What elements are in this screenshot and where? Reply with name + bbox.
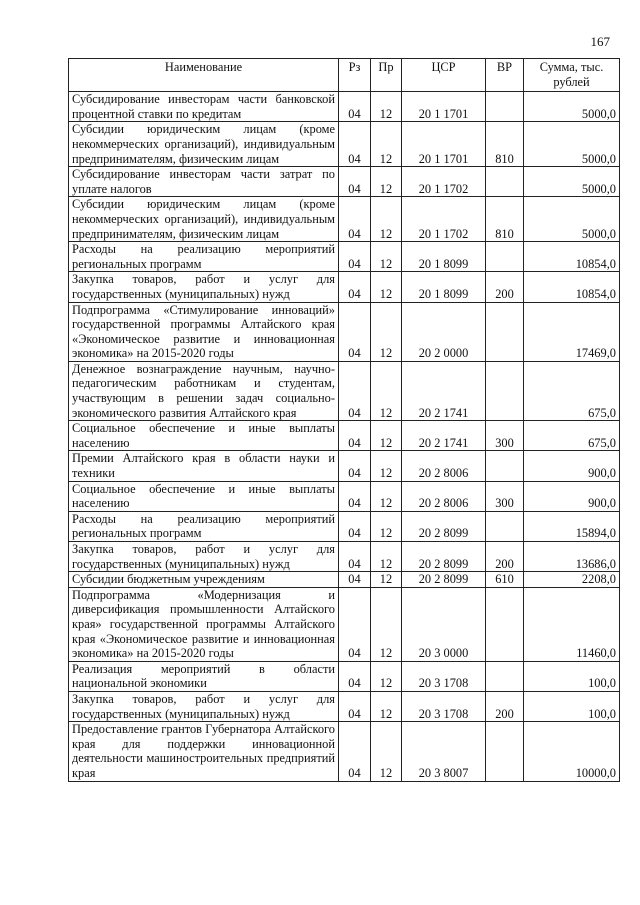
row-csr: 20 2 8099 — [402, 572, 486, 588]
table-row — [69, 481, 620, 511]
row-csr: 20 1 8099 — [402, 272, 486, 302]
row-rz: 04 — [339, 167, 371, 197]
row-sum: 100,0 — [524, 691, 620, 721]
row-sum: 900,0 — [524, 451, 620, 481]
row-vr: 810 — [486, 122, 524, 167]
row-rz: 04 — [339, 92, 371, 122]
row-csr: 20 3 8007 — [402, 722, 486, 781]
row-csr: 20 2 8099 — [402, 511, 486, 541]
row-vr — [486, 661, 524, 691]
row-sum: 11460,0 — [524, 587, 620, 661]
row-sum: 900,0 — [524, 481, 620, 511]
table-body — [69, 92, 620, 781]
row-name: Подпрограмма «Модернизация и диверсификация промышленности Алтайского края» государственной программы Алтайского края «Экономическое развитие и инновационная экономика» на 2015-2020 годы — [69, 587, 339, 661]
table-row — [69, 542, 620, 572]
row-csr: 20 1 1702 — [402, 197, 486, 242]
row-pr: 12 — [371, 242, 402, 272]
table-row — [69, 722, 620, 781]
row-name: Социальное обеспечение и иные выплаты населению — [69, 421, 339, 451]
table-row — [69, 661, 620, 691]
row-pr: 12 — [371, 92, 402, 122]
row-vr: 200 — [486, 272, 524, 302]
row-rz: 04 — [339, 587, 371, 661]
row-sum: 675,0 — [524, 421, 620, 451]
row-rz: 04 — [339, 272, 371, 302]
row-vr — [486, 451, 524, 481]
row-sum: 10854,0 — [524, 242, 620, 272]
row-vr: 200 — [486, 542, 524, 572]
row-csr: 20 3 1708 — [402, 661, 486, 691]
row-sum: 2208,0 — [524, 572, 620, 588]
row-sum: 13686,0 — [524, 542, 620, 572]
table-row — [69, 92, 620, 122]
row-csr: 20 2 1741 — [402, 361, 486, 420]
row-vr — [486, 587, 524, 661]
row-pr: 12 — [371, 587, 402, 661]
row-name: Реализация мероприятий в области национальной экономики — [69, 661, 339, 691]
row-rz: 04 — [339, 691, 371, 721]
row-name: Расходы на реализацию мероприятий региональных программ — [69, 511, 339, 541]
row-vr: 810 — [486, 197, 524, 242]
table-row — [69, 511, 620, 541]
row-pr: 12 — [371, 361, 402, 420]
row-sum: 10854,0 — [524, 272, 620, 302]
row-rz: 04 — [339, 122, 371, 167]
row-csr: 20 2 8006 — [402, 481, 486, 511]
table-row — [69, 242, 620, 272]
row-csr: 20 2 8099 — [402, 542, 486, 572]
table-row — [69, 272, 620, 302]
table-row — [69, 421, 620, 451]
header-vr: ВР — [486, 59, 524, 92]
row-csr: 20 1 8099 — [402, 242, 486, 272]
row-pr: 12 — [371, 122, 402, 167]
row-sum: 5000,0 — [524, 92, 620, 122]
row-pr: 12 — [371, 167, 402, 197]
row-vr — [486, 242, 524, 272]
row-csr: 20 1 1701 — [402, 122, 486, 167]
row-vr: 200 — [486, 691, 524, 721]
row-sum: 10000,0 — [524, 722, 620, 781]
row-name: Подпрограмма «Стимулирование инноваций» государственной программы Алтайского края «Экономическое развитие и инновационная экономика» на 2015-2020 годы — [69, 302, 339, 361]
row-name: Закупка товаров, работ и услуг для государственных (муниципальных) нужд — [69, 542, 339, 572]
row-sum: 5000,0 — [524, 167, 620, 197]
row-csr: 20 2 0000 — [402, 302, 486, 361]
header-sum: Сумма, тыс. рублей — [524, 59, 620, 92]
table-row — [69, 572, 620, 588]
row-rz: 04 — [339, 511, 371, 541]
row-vr: 610 — [486, 572, 524, 588]
row-pr: 12 — [371, 272, 402, 302]
header-rz: Рз — [339, 59, 371, 92]
row-vr — [486, 722, 524, 781]
row-name: Закупка товаров, работ и услуг для государственных (муниципальных) нужд — [69, 691, 339, 721]
table-row — [69, 361, 620, 420]
row-sum: 5000,0 — [524, 122, 620, 167]
row-rz: 04 — [339, 722, 371, 781]
row-rz: 04 — [339, 661, 371, 691]
row-pr: 12 — [371, 542, 402, 572]
row-name: Расходы на реализацию мероприятий региональных программ — [69, 242, 339, 272]
row-pr: 12 — [371, 511, 402, 541]
table-header-row — [69, 59, 620, 92]
table-row — [69, 451, 620, 481]
row-vr — [486, 167, 524, 197]
row-csr: 20 2 1741 — [402, 421, 486, 451]
row-pr: 12 — [371, 722, 402, 781]
row-sum: 100,0 — [524, 661, 620, 691]
row-csr: 20 2 8006 — [402, 451, 486, 481]
row-name: Премии Алтайского края в области науки и техники — [69, 451, 339, 481]
header-name: Наименование — [69, 59, 339, 92]
row-name: Субсидии бюджетным учреждениям — [69, 572, 339, 588]
row-pr: 12 — [371, 661, 402, 691]
row-vr: 300 — [486, 481, 524, 511]
table-row — [69, 167, 620, 197]
row-vr — [486, 302, 524, 361]
row-rz: 04 — [339, 572, 371, 588]
row-rz: 04 — [339, 242, 371, 272]
page-number: 167 — [590, 34, 610, 49]
row-sum: 15894,0 — [524, 511, 620, 541]
table-row — [69, 691, 620, 721]
row-sum: 5000,0 — [524, 197, 620, 242]
row-rz: 04 — [339, 302, 371, 361]
row-pr: 12 — [371, 572, 402, 588]
row-rz: 04 — [339, 197, 371, 242]
header-pr: Пр — [371, 59, 402, 92]
row-name: Денежное вознаграждение научным, научно-педагогическим работникам и студентам, участвующим в решении задач социально-экономического развития Алтайского края — [69, 361, 339, 420]
row-rz: 04 — [339, 451, 371, 481]
row-name: Субсидии юридическим лицам (кроме некоммерческих организаций), индивидуальным предпринимателям, физическим лицам — [69, 197, 339, 242]
row-name: Субсидии юридическим лицам (кроме некоммерческих организаций), индивидуальным предпринимателям, физическим лицам — [69, 122, 339, 167]
row-rz: 04 — [339, 361, 371, 420]
row-vr: 300 — [486, 421, 524, 451]
row-name: Предоставление грантов Губернатора Алтайского края для поддержки инновационной деятельности машиностроительных предприятий края — [69, 722, 339, 781]
row-pr: 12 — [371, 302, 402, 361]
row-rz: 04 — [339, 481, 371, 511]
row-csr: 20 3 0000 — [402, 587, 486, 661]
header-csr: ЦСР — [402, 59, 486, 92]
row-csr: 20 3 1708 — [402, 691, 486, 721]
row-vr — [486, 361, 524, 420]
row-pr: 12 — [371, 197, 402, 242]
table-row — [69, 122, 620, 167]
table-row — [69, 587, 620, 661]
row-pr: 12 — [371, 481, 402, 511]
row-pr: 12 — [371, 451, 402, 481]
table-row — [69, 197, 620, 242]
row-pr: 12 — [371, 691, 402, 721]
row-vr — [486, 92, 524, 122]
row-vr — [486, 511, 524, 541]
row-name: Субсидирование инвесторам части банковской процентной ставки по кредитам — [69, 92, 339, 122]
row-name: Субсидирование инвесторам части затрат по уплате налогов — [69, 167, 339, 197]
row-name: Социальное обеспечение и иные выплаты населению — [69, 481, 339, 511]
row-csr: 20 1 1701 — [402, 92, 486, 122]
budget-table — [68, 58, 620, 782]
row-csr: 20 1 1702 — [402, 167, 486, 197]
row-rz: 04 — [339, 542, 371, 572]
row-rz: 04 — [339, 421, 371, 451]
row-sum: 17469,0 — [524, 302, 620, 361]
table-row — [69, 302, 620, 361]
row-sum: 675,0 — [524, 361, 620, 420]
row-name: Закупка товаров, работ и услуг для государственных (муниципальных) нужд — [69, 272, 339, 302]
row-pr: 12 — [371, 421, 402, 451]
